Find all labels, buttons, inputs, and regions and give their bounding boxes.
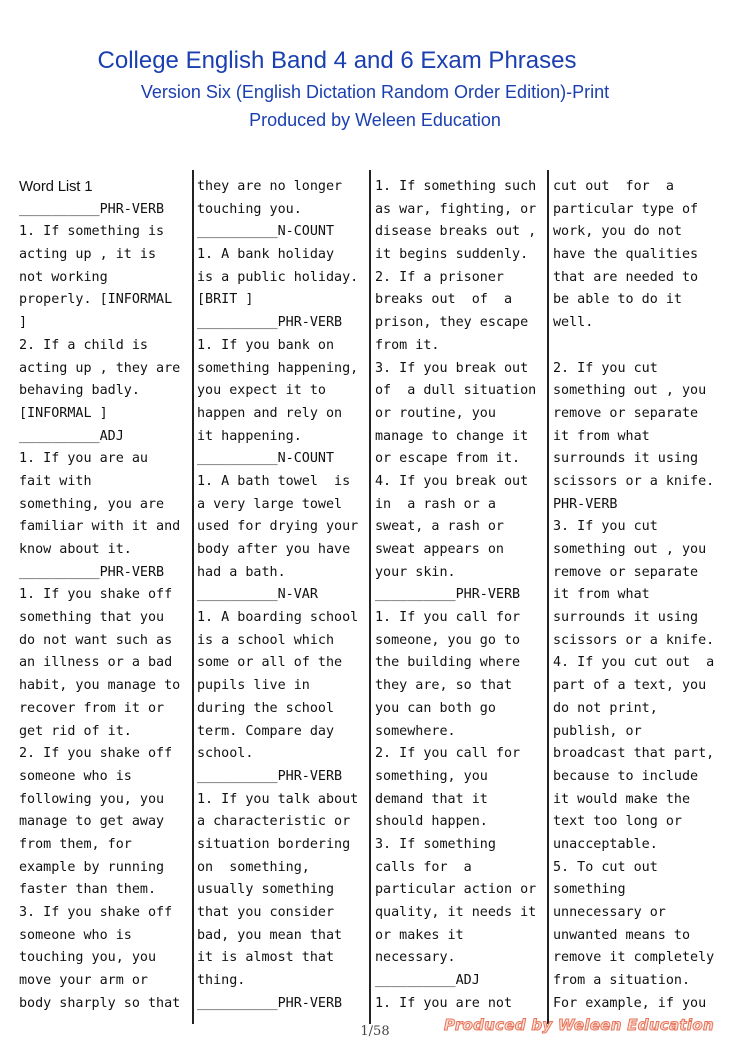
page-number: 1/58	[360, 1024, 390, 1039]
text-line: 1. If you talk about	[197, 791, 359, 807]
word-list-heading: Word List 1	[19, 178, 93, 195]
text-line: move your arm or	[19, 973, 148, 989]
text-line: your skin.	[375, 564, 456, 580]
text-line: scissors or a knife.	[553, 473, 715, 489]
text-line: something happening,	[197, 360, 359, 376]
text-line: __________PHR-VERB	[197, 995, 343, 1011]
text-line: from it.	[375, 337, 440, 353]
text-line: usually something	[197, 882, 335, 898]
text-line: 1. If something such	[375, 179, 537, 194]
text-line: during the school	[197, 700, 335, 716]
text-line: 3. If you cut	[553, 519, 658, 535]
text-line: it happening.	[197, 428, 302, 444]
text-line: work, you do not	[553, 224, 682, 240]
text-line: in a rash or a	[375, 496, 496, 512]
text-line: 3. If you break out	[375, 360, 529, 376]
text-line: [BRIT ]	[197, 292, 254, 308]
text-line: something out , you	[553, 383, 707, 399]
text-line: well.	[553, 315, 594, 331]
text-line: something, you are	[19, 496, 165, 512]
text-line: unacceptable.	[553, 836, 658, 852]
text-line: a characteristic or	[197, 814, 351, 830]
text-column-2	[197, 176, 369, 1015]
text-line: the building where	[375, 655, 521, 671]
text-line: body sharply so that	[19, 995, 181, 1011]
text-line: term. Compare day	[197, 723, 335, 739]
text-line: text too long or	[553, 814, 682, 830]
text-line: __________PHR-VERB	[197, 768, 343, 784]
text-line: cut out for a	[553, 179, 674, 194]
text-column-1	[19, 176, 191, 1015]
text-line: particular type of	[553, 201, 699, 217]
text-line: PHR-VERB	[553, 496, 618, 512]
text-line: part of a text, you	[553, 678, 707, 694]
text-line: manage to get away	[19, 814, 165, 830]
text-line: an illness or a bad	[19, 655, 173, 671]
text-line: [INFORMAL ]	[19, 405, 108, 421]
column-divider-2	[369, 170, 371, 1024]
text-line: they are, so that	[375, 678, 513, 694]
text-line: 2. If you call for	[375, 746, 521, 762]
text-line: properly. [INFORMAL	[19, 292, 173, 308]
text-line: you expect it to	[197, 383, 326, 399]
document-subtitle: Version Six (English Dictation Random Order Edition)-Print	[140, 82, 610, 102]
text-line: 1. If you are not	[375, 995, 513, 1011]
text-line	[553, 335, 725, 358]
text-line: following you, you	[19, 791, 165, 807]
text-line: 1. If you bank on	[197, 337, 335, 353]
text-line: recover from it or	[19, 700, 165, 716]
text-line: situation bordering	[197, 836, 351, 852]
text-line: do not want such as	[19, 632, 173, 648]
text-column-3	[375, 176, 547, 1015]
text-line: familiar with it and	[19, 519, 181, 535]
text-line: school.	[197, 746, 254, 762]
text-line: broadcast that part,	[553, 746, 715, 762]
text-line: __________PHR-VERB	[19, 564, 165, 580]
text-line: scissors or a knife.	[553, 632, 715, 648]
text-line: 2. If you shake off	[19, 746, 173, 762]
text-line: 4. If you cut out a	[553, 655, 715, 671]
text-line: or escape from it.	[375, 451, 521, 467]
text-line: is a school which	[197, 632, 335, 648]
text-line: remove it completely	[553, 950, 715, 966]
text-line: acting up , they are	[19, 360, 181, 376]
text-line: breaks out of a	[375, 292, 513, 308]
text-line: For example, if you	[553, 995, 707, 1011]
text-line: pupils live in	[197, 678, 310, 694]
producer-line: Produced by Weleen Education	[249, 110, 501, 130]
text-line: ]	[19, 315, 28, 331]
text-line: __________ADJ	[375, 973, 480, 989]
text-line: fait with	[19, 473, 92, 489]
text-line: somewhere.	[375, 723, 456, 739]
text-line: 2. If a prisoner	[375, 269, 504, 285]
text-line: because to include	[553, 768, 699, 784]
text-line: you can both go	[375, 700, 496, 716]
text-line: __________N-COUNT	[197, 451, 335, 467]
text-line: __________PHR-VERB	[197, 315, 343, 331]
text-line: 4. If you break out	[375, 473, 529, 489]
text-line: demand that it	[375, 791, 488, 807]
text-line: example by running	[19, 859, 165, 875]
text-line: it from what	[553, 587, 650, 603]
text-line: some or all of the	[197, 655, 343, 671]
text-line: do not print,	[553, 700, 658, 716]
text-line: 1. A boarding school	[197, 610, 359, 626]
text-line: it from what	[553, 428, 650, 444]
text-line: someone who is	[19, 768, 132, 784]
text-line: 3. If you shake off	[19, 905, 173, 920]
text-line: have the qualities	[553, 247, 699, 263]
text-line: someone who is	[19, 927, 132, 943]
text-line: unwanted means to	[553, 927, 691, 943]
text-line: touching you.	[197, 201, 302, 217]
text-line: 1. If you are au	[19, 451, 148, 467]
text-line: not working	[19, 269, 108, 285]
text-line: quality, it needs it	[375, 905, 537, 920]
text-line: necessary.	[375, 950, 456, 966]
text-line: publish, or	[553, 723, 642, 739]
document-title: College English Band 4 and 6 Exam Phrases	[97, 47, 577, 74]
text-line: as war, fighting, or	[375, 201, 537, 217]
text-line: behaving badly.	[19, 383, 140, 399]
text-line: 1. If something is	[19, 224, 165, 240]
text-line: something, you	[375, 768, 488, 784]
text-line: thing.	[197, 973, 246, 989]
text-line: should happen.	[375, 814, 488, 830]
text-line: habit, you manage to	[19, 678, 181, 694]
text-line: something that you	[19, 610, 165, 626]
text-line: on something,	[197, 859, 310, 875]
text-line: 1. If you shake off	[19, 587, 173, 603]
text-line: from a situation.	[553, 973, 691, 989]
text-line: disease breaks out ,	[375, 224, 537, 240]
text-line: someone, you go to	[375, 632, 521, 648]
text-line: unnecessary or	[553, 905, 666, 920]
text-line: that are needed to	[553, 269, 699, 285]
text-line: bad, you mean that	[197, 927, 343, 943]
text-line: get rid of it.	[19, 723, 132, 739]
text-line: touching you, you	[19, 950, 157, 966]
text-line: acting up , it is	[19, 247, 157, 263]
text-line: 2. If a child is	[19, 337, 148, 353]
text-line: 3. If something	[375, 836, 496, 852]
text-line: faster than them.	[19, 882, 157, 898]
text-line: used for drying your	[197, 519, 359, 535]
text-line: of a dull situation	[375, 383, 537, 399]
text-line: it is almost that	[197, 950, 335, 966]
text-line: surrounds it using	[553, 610, 699, 626]
text-line: sweat, a rash or	[375, 519, 504, 535]
text-line: that you consider	[197, 905, 335, 920]
text-line: prison, they escape	[375, 315, 529, 331]
text-line: __________N-VAR	[197, 587, 318, 603]
text-line: remove or separate	[553, 564, 699, 580]
text-line: a very large towel	[197, 496, 343, 512]
text-line: happen and rely on	[197, 405, 343, 421]
text-line: 5. To cut out	[553, 859, 658, 875]
text-line: __________PHR-VERB	[375, 587, 521, 603]
text-line: remove or separate	[553, 405, 699, 421]
text-line: it begins suddenly.	[375, 247, 529, 263]
text-line: had a bath.	[197, 564, 286, 580]
text-line: or makes it	[375, 927, 464, 943]
text-line: body after you have	[197, 542, 351, 557]
text-line: surrounds it using	[553, 451, 699, 467]
text-line: __________PHR-VERB	[19, 201, 165, 217]
text-line: 1. A bank holiday	[197, 247, 335, 263]
text-line: calls for a	[375, 859, 472, 875]
text-line: from them, for	[19, 836, 132, 852]
text-line: 1. A bath towel is	[197, 473, 351, 489]
text-column-4	[553, 176, 725, 1015]
text-line: or routine, you	[375, 405, 496, 421]
text-line: is a public holiday.	[197, 269, 359, 285]
text-line: they are no longer	[197, 179, 343, 194]
text-line: particular action or	[375, 882, 537, 898]
text-line: something out , you	[553, 542, 707, 557]
text-line: __________ADJ	[19, 428, 124, 444]
text-line: it would make the	[553, 791, 691, 807]
text-line: 1. If you call for	[375, 610, 521, 626]
text-line: manage to change it	[375, 428, 529, 444]
text-line: 2. If you cut	[553, 360, 658, 376]
column-divider-1	[192, 170, 194, 1024]
column-divider-3	[547, 170, 549, 1024]
text-line: something	[553, 882, 626, 898]
text-line: __________N-COUNT	[197, 224, 335, 240]
text-line: know about it.	[19, 542, 132, 557]
text-line: be able to do it	[553, 292, 682, 308]
text-line: sweat appears on	[375, 542, 504, 557]
watermark: Produced by Weleen Education	[444, 1016, 714, 1034]
